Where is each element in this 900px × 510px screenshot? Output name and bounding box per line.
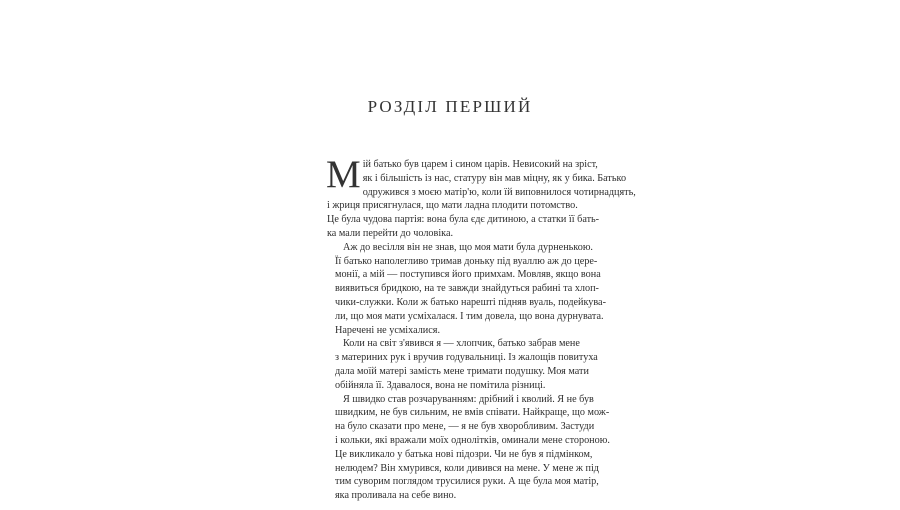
text-line: Аж до весілля він не знав, що моя мати була дурненькою. — [343, 241, 593, 253]
text-line: чики-служки. Коли ж батько нарешті підняв вуаль, подейкува- — [335, 296, 606, 308]
text-line: тим суворим поглядом трусилися руки. А ще була моя матір, — [335, 476, 599, 488]
text-line: ли, що моя мати усміхалася. І тим довела, що вона дурнувата. — [335, 310, 604, 322]
text-line: одружився з моєю матір'ю, коли їй виповнилося чотирнадцять, — [362, 186, 636, 198]
paragraph-2 — [327, 241, 606, 338]
chapter-title: РОЗДІЛ ПЕРШИЙ — [367, 97, 533, 116]
paragraph-3 — [327, 337, 598, 392]
text-line: монії, а мій — поступився його примхам. Мовляв, якщо вона — [335, 269, 601, 281]
text-line: і жриця присягнулася, що мати ладна плодити потомство. — [327, 200, 578, 212]
text-line: дала моїй матері замість мене тримати подушку. Моя мати — [335, 365, 589, 377]
text-line: Це викликало у батька нові підозри. Чи не був я підмінком, — [335, 448, 593, 460]
text-line: Її батько наполегливо тримав доньку під вуаллю аж до цере- — [335, 255, 598, 267]
text-line: як і більшість із нас, статуру він мав міцну, як у бика. Батько — [362, 172, 627, 184]
text-line: ка мали перейти до чоловіка. — [327, 227, 454, 239]
text-line: яка проливала на себе вино. — [335, 490, 457, 502]
text-line: Коли на світ з'явився я — хлопчик, батько забрав мене — [343, 338, 580, 350]
drop-cap: М — [326, 153, 361, 196]
text-line: з материних рук і вручив годувальниці. Із жалощів повитуха — [335, 352, 598, 364]
text-line: ій батько був царем і сином царів. Невисокий на зріст, — [362, 159, 598, 170]
text-line: на було сказати про мене, — я не був хворобливим. Застуди — [335, 421, 595, 433]
chapter-body — [326, 153, 636, 503]
text-line: Я швидко став розчаруванням: дрібний і кволий. Я не був — [343, 393, 594, 405]
paragraph-1 — [326, 153, 636, 241]
text-line: Це була чудова партія: вона була єдє дитиною, а статки її бать- — [327, 214, 600, 226]
text-line: швидким, не був сильним, не вмів співати. Найкраще, що мож- — [335, 407, 610, 419]
text-line: виявиться бридкою, на те завжди знайдуться рабині та хлоп- — [335, 283, 599, 295]
paragraph-4 — [327, 393, 610, 503]
text-line: Наречені не усміхалися. — [335, 324, 440, 336]
text-line: нелюдем? Він хмурився, коли дивився на мене. У мене ж під — [335, 462, 599, 474]
text-line: і кольки, які вражали моїх однолітків, оминали мене стороною. — [335, 434, 610, 446]
text-line: обійняла її. Здавалося, вона не помітила різниці. — [335, 379, 546, 391]
